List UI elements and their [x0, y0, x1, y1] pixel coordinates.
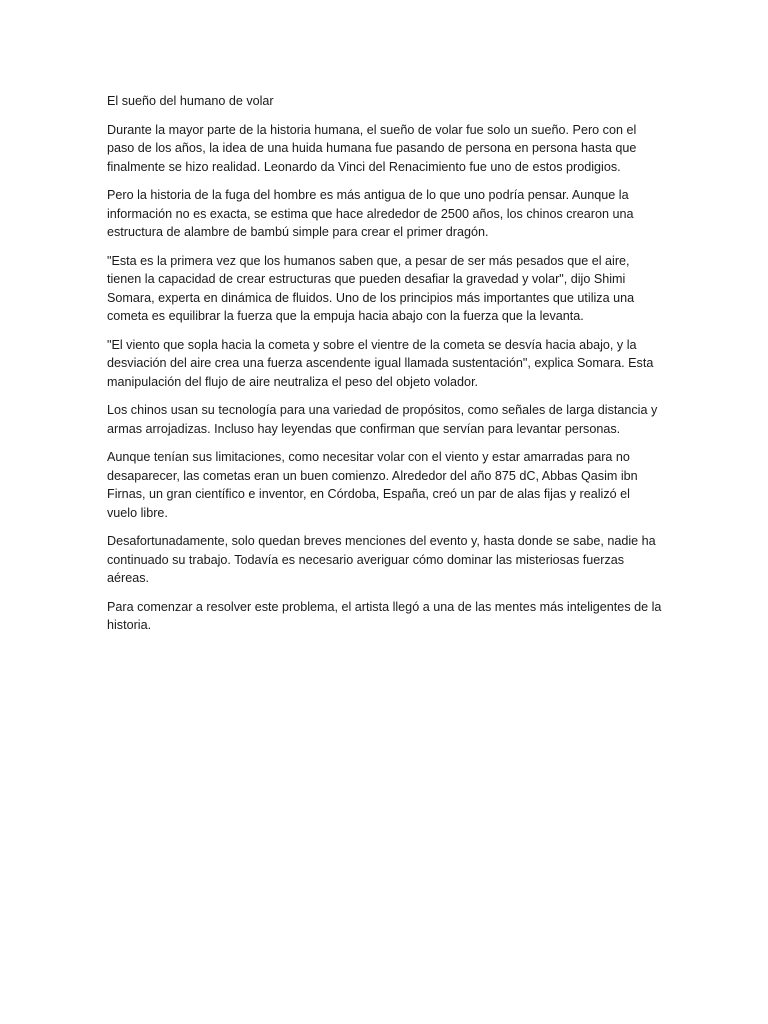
paragraph: Durante la mayor parte de la historia humana, el sueño de volar fue solo un sueño. Pero con el paso de los años, la idea de una huida humana fue pasando de persona en persona hasta que finalmente se hizo realidad. Leonardo da Vinci del Renacimiento fue uno de estos prodigios. — [107, 122, 637, 174]
paragraph: Pero la historia de la fuga del hombre es más antigua de lo que uno podría pensar. Aunque la información no es exacta, se estima que hace alrededor de 2500 años, los chinos crearon una estructura de alambre de bambú simple para crear el primer dragón. — [107, 188, 634, 239]
paragraph: Para comenzar a resolver este problema, el artista llegó a una de las mentes más inteligentes de la historia. — [107, 599, 662, 632]
paragraph: Desafortunadamente, solo quedan breves menciones del evento y, hasta donde se sabe, nadie ha continuado su trabajo. Todavía es necesario averiguar cómo dominar las misteriosas fuerzas aéreas. — [107, 534, 656, 585]
paragraph: "El viento que sopla hacia la cometa y sobre el vientre de la cometa se desvía hacia abajo, y la desviación del aire crea una fuerza ascendente igual llamada sustentación", explica Somara. Esta manipulación del flujo de aire neutraliza el peso del objeto volador. — [107, 337, 654, 389]
document-body — [107, 92, 663, 645]
document-title: El sueño del humano de volar — [107, 94, 274, 108]
paragraph: Los chinos usan su tecnología para una variedad de propósitos, como señales de larga distancia y armas arrojadizas. Incluso hay leyendas que confirman que servían para levantar personas. — [107, 403, 658, 436]
paragraph: "Esta es la primera vez que los humanos saben que, a pesar de ser más pesados que el aire, tienen la capacidad de crear estructuras que pueden desafiar la gravedad y volar", dijo Shimi Somara, experta en dinámica de fluidos. Uno de los principios más importantes que utiliza una cometa es equilibrar la fuerza que la empuja hacia abajo con la fuerza que la levanta. — [107, 253, 635, 323]
paragraph: Aunque tenían sus limitaciones, como necesitar volar con el viento y estar amarradas para no desaparecer, las cometas eran un buen comienzo. Alrededor del año 875 dC, Abbas Qasim ibn Firnas, un gran científico e inventor, en Córdoba, España, creó un par de alas fijas y realizó el vuelo libre. — [107, 450, 638, 520]
